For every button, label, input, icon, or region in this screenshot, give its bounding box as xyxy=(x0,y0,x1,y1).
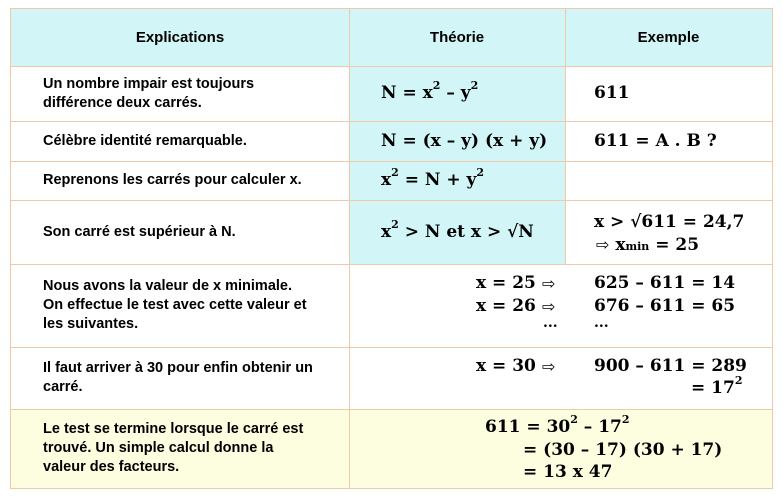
row7-explanation xyxy=(11,409,349,488)
row7-expl-line: valeur des facteurs. xyxy=(43,459,180,475)
explanation-table xyxy=(10,8,773,489)
row7-expl-line: Le test se termine lorsque le carré est xyxy=(43,421,304,437)
row7-final-line2: = (30 – 17) (30 + 17) xyxy=(523,440,723,460)
row3-expl-line: Reprenons les carrés pour calculer x. xyxy=(43,172,302,188)
row6-result: = $17^2$ xyxy=(691,374,743,398)
row4-example-line1: x > √611 = 24,7 xyxy=(594,212,745,232)
arrow-icon: ⇨ xyxy=(542,297,556,316)
row5-explanation xyxy=(11,264,349,347)
row2-explanation xyxy=(11,121,349,161)
row1-expl-line: Un nombre impair est toujours xyxy=(43,75,255,92)
row3-theory: $x^2 = N + y^2$ xyxy=(381,166,485,190)
row7-final-line3: = 13 x 47 xyxy=(523,462,613,482)
row4-theory: $x^2 > N$ et x > √N xyxy=(381,218,534,242)
row7-final-line1: $611 = 30^2 - 17^2$ xyxy=(485,413,630,437)
header-explications: Explications xyxy=(135,29,225,46)
row6-expl-line: carré. xyxy=(43,379,83,395)
row4-explanation xyxy=(11,200,349,264)
row2-expl-line: Célèbre identité remarquable. xyxy=(43,132,247,149)
row1-expl-line: différence deux carrés. xyxy=(43,94,202,111)
row1-example: 611 xyxy=(594,83,630,103)
arrow-icon: ⇨ xyxy=(542,274,556,293)
row5-step1-right: 625 – 611 = 14 xyxy=(594,273,736,293)
row5-step2-left: x = 26 xyxy=(476,296,536,316)
row5-step1-left: x = 25 xyxy=(476,273,536,293)
row5-step2-right: 676 – 611 = 65 xyxy=(594,296,736,316)
row4-example-line2: ⇨ xmin = 25 xyxy=(596,235,700,255)
row6-step-left: x = 30 xyxy=(476,356,536,376)
arrow-icon: ⇨ xyxy=(542,357,556,376)
row3-explanation xyxy=(11,161,349,200)
row4-expl-line: Son carré est supérieur à N. xyxy=(43,223,236,240)
row1-explanation xyxy=(11,66,349,121)
row6-expl-line: Il faut arriver à 30 pour enfin obtenir un xyxy=(43,360,313,376)
row2-theory: N = (x – y) (x + y) xyxy=(381,131,548,151)
row2-example: 611 = A . B ? xyxy=(594,131,717,151)
header-exemple: Exemple xyxy=(637,29,700,46)
column-divider xyxy=(349,9,350,488)
row1-theory: $N = x^2 - y^2$ xyxy=(381,79,479,103)
header-theorie: Théorie xyxy=(429,29,485,46)
row6-step-right: 900 – 611 = 289 xyxy=(594,356,747,376)
row5-expl-line: Nous avons la valeur de x minimale. xyxy=(43,278,293,294)
row5-ellipsis-left: ... xyxy=(543,315,558,331)
row6-explanation xyxy=(11,347,349,409)
row5-ellipsis-right: ... xyxy=(594,315,609,331)
row5-expl-line: On effectue le test avec cette valeur et xyxy=(43,297,307,313)
row7-expl-line: trouvé. Un simple calcul donne la xyxy=(43,440,274,456)
row5-expl-line: les suivantes. xyxy=(43,316,139,332)
arrow-icon: ⇨ xyxy=(596,235,610,254)
